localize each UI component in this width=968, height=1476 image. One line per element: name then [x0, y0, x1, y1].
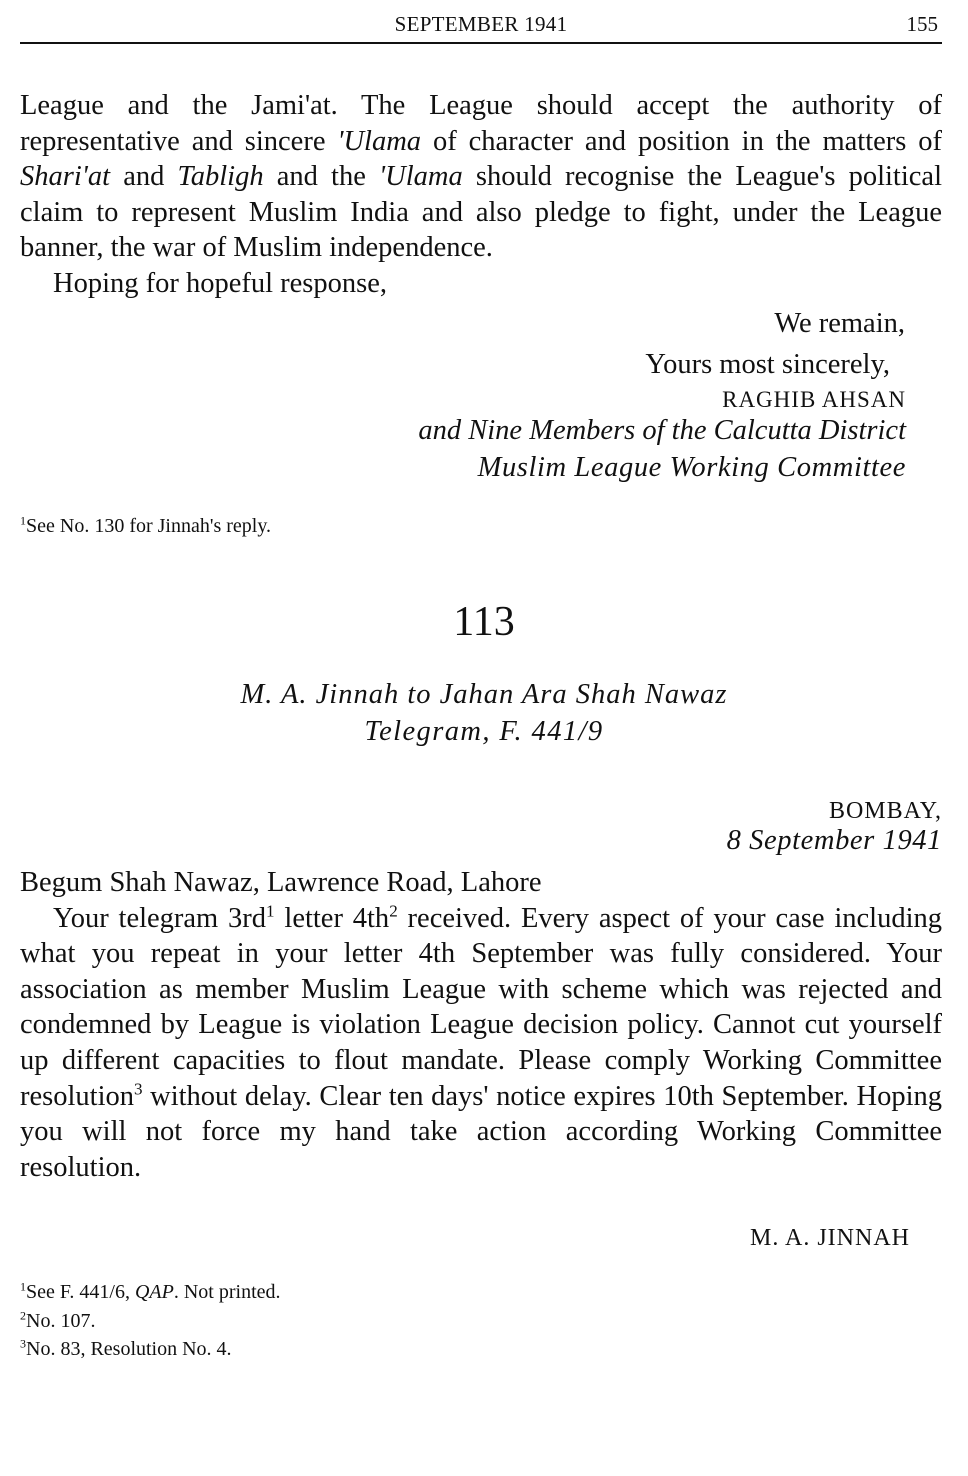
- page-number: 155: [906, 12, 938, 36]
- signatory-group-line-1: and Nine Members of the Calcutta District: [418, 415, 906, 446]
- telegram-text: Your telegram $3rd^1$ letter $4th^2$ received. Every aspect of your case including what you repeat in your letter 4th September was fully considered. Your association as member Muslim League with scheme which was rejected and condemned by League is violation League decision policy. Cannot cut yourself up different capacities to flout mandate. Please comply Working Committee resolution$^3$ without delay. Clear ten days' notice expires 10th September. Hoping you will not force my hand take action according Working Committee resolution.: [20, 901, 942, 1183]
- telegram-body: [20, 865, 942, 1185]
- footnote-2: $^2$No. 107.: [20, 1308, 96, 1332]
- signatory-name: RAGHIB AHSAN: [722, 387, 906, 412]
- yours-sincerely: Yours most sincerely,: [645, 349, 890, 380]
- closing-line: Hoping for hopeful response,: [53, 267, 388, 299]
- we-remain: We remain,: [774, 308, 905, 339]
- running-header: [20, 8, 942, 44]
- document-title: M. A. Jinnah to Jahan Ara Shah Nawaz: [240, 679, 728, 710]
- letter-continuation: [20, 88, 942, 302]
- date: 8 September 1941: [726, 825, 942, 856]
- place: BOMBAY,: [828, 798, 942, 824]
- running-title: SEPTEMBER 1941: [394, 12, 568, 36]
- continuation-paragraph: League and the Jami'at. The League should accept the authority of representative and sincere 'Ulama of character and position in the matters of Shari'at and Tabligh and the 'Ulama should recognise the League's political claim to represent Muslim India and also pledge to fight, under the League banner, the war of Muslim independence.: [20, 90, 942, 264]
- document-subtitle: Telegram, F. 441/9: [364, 716, 604, 747]
- document-number: 113: [453, 599, 515, 645]
- signatory-group-line-2: Muslim League Working Committee: [477, 452, 906, 483]
- footnote-1: $^1$See F. 441/6, QAP. Not printed.: [20, 1279, 281, 1303]
- footnote-jinnah-reply: $^1$See No. 130 for Jinnah's reply.: [20, 513, 272, 537]
- footnote-3: $^3$No. 83, Resolution No. 4.: [20, 1336, 232, 1360]
- addressee: Begum Shah Nawaz, Lawrence Road, Lahore: [20, 867, 542, 898]
- telegram-signature: M. A. JINNAH: [749, 1225, 910, 1251]
